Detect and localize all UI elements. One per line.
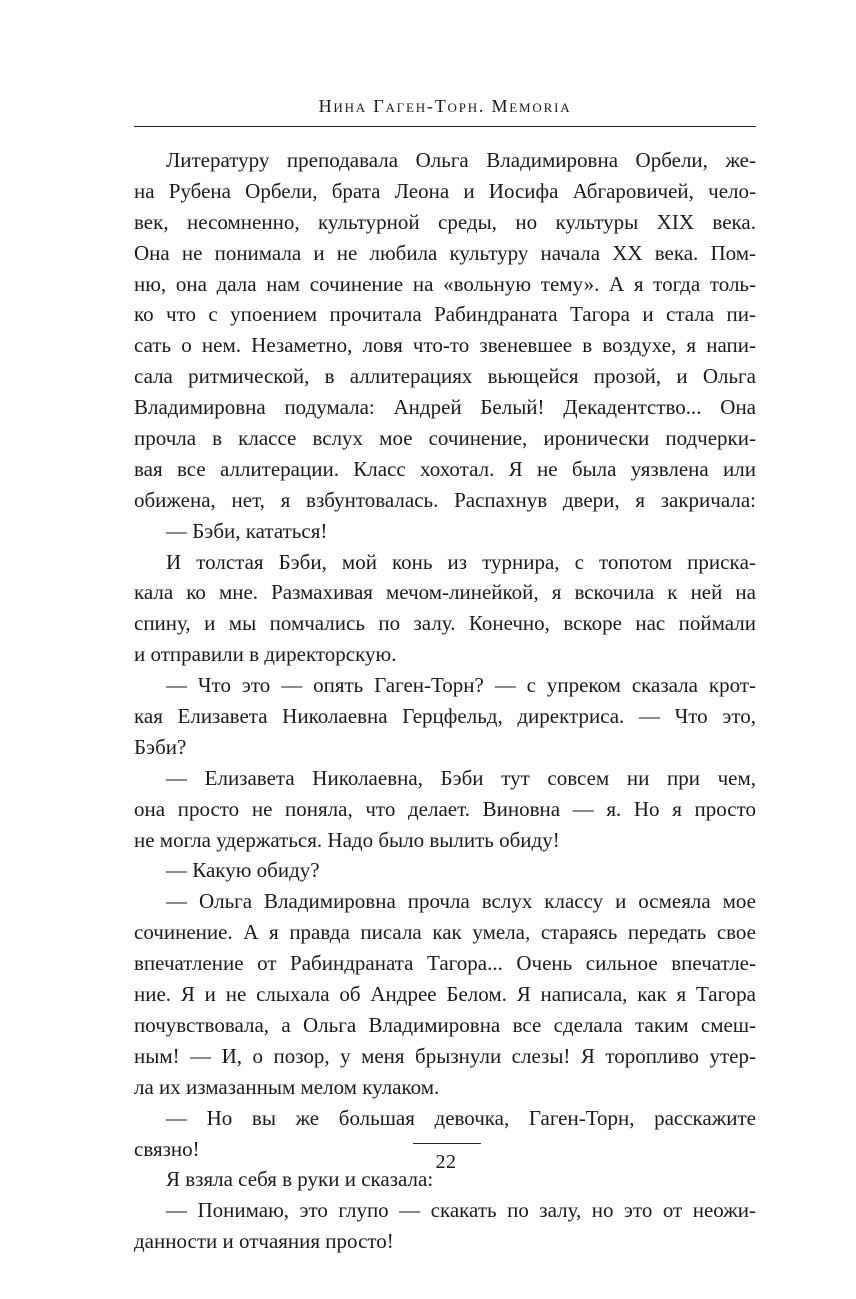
text-line: она просто не поняла, что делает. Виновна — я. Но я просто [134, 796, 756, 821]
text-line: — Бэби, кататься! [166, 518, 328, 543]
running-head: Нина Гаген-Торн. Memoria [318, 96, 572, 116]
folio-rule [413, 1143, 481, 1144]
text-line: обижена, нет, я взбунтовалась. Распахнув двери, я закричала: [134, 487, 756, 512]
text-line: спину, и мы помчались по залу. Конечно, вскоре нас поймали [134, 611, 756, 636]
text-line: прочла в классе вслух мое сочинение, иронически подчерки- [134, 426, 756, 451]
text-line: ню, она дала нам сочинение на «вольную тему». А я тогда толь- [134, 271, 756, 296]
text-line: век, несомненно, культурной среды, но культуры XIX века. [134, 209, 756, 234]
text-line: кала ко мне. Размахивая мечом-линейкой, я вскочила к ней на [134, 580, 756, 605]
header-rule [134, 126, 756, 127]
text-line: сать о нем. Незаметно, ловя что-то звеневшее в воздухе, я напи- [134, 333, 756, 358]
text-line: и отправили в директорскую. [134, 642, 397, 667]
text-line: — Понимаю, это глупо — скакать по залу, но это от неожи- [166, 1198, 756, 1223]
text-line: — Ольга Владимировна прочла вслух классу и осмеяла мое [166, 889, 756, 914]
text-line: впечатление от Рабиндраната Тагора... Очень сильное впечатле- [134, 951, 756, 976]
text-line: Владимировна подумала: Андрей Белый! Декадентство... Она [134, 395, 756, 420]
text-line: связно! [134, 1136, 200, 1161]
text-line: Она не понимала и не любила культуру начала XX века. Пом- [134, 240, 756, 265]
text-line: данности и отчаяния просто! [134, 1229, 394, 1254]
text-line: — Но вы же большая девочка, Гаген-Торн, расскажите [166, 1105, 756, 1130]
text-line: — Елизавета Николаевна, Бэби тут совсем ни при чем, [166, 765, 756, 790]
text-line: ние. Я и не слыхала об Андрее Белом. Я написала, как я Тагора [134, 982, 756, 1007]
text-line: — Что это — опять Гаген-Торн? — с упреком сказала крот- [166, 673, 756, 698]
text-line: И толстая Бэби, мой конь из турнира, с топотом прискa- [166, 549, 756, 574]
text-line: ла их измазанным мелом кулаком. [134, 1074, 440, 1099]
text-line: ным! — И, о позор, у меня брызнули слезы! Я торопливо утер- [134, 1043, 756, 1068]
text-line: не могла удержаться. Надо было вылить обиду! [134, 827, 560, 852]
text-line: Я взяла себя в руки и сказала: [166, 1167, 434, 1192]
text-line: сочинение. А я правда писала как умела, стараясь передать свое [134, 920, 756, 945]
text-line: почувствовала, а Ольга Владимировна все сделала таким смеш- [134, 1012, 756, 1037]
text-line: — Какую обиду? [166, 858, 320, 883]
text-line: Бэби? [134, 734, 187, 759]
body-text [134, 145, 756, 1257]
text-line: Литературу преподавала Ольга Владимировна Орбели, же- [166, 148, 756, 172]
text-line: на Рубена Орбели, брата Леона и Иосифа Абгаровичей, чело- [134, 178, 756, 203]
text-line: вая все аллитерации. Класс хохотал. Я не была уязвлена или [134, 456, 756, 481]
page-number: 22 [435, 1151, 457, 1173]
text-line: кая Елизавета Николаевна Герцфельд, директриса. — Что это, [134, 704, 756, 729]
text-line: сала ритмической, в аллитерациях вьющейся прозой, и Ольга [134, 364, 756, 389]
text-line: ко что с упоением прочитала Рабиндраната Тагора и стала пи- [134, 302, 756, 327]
